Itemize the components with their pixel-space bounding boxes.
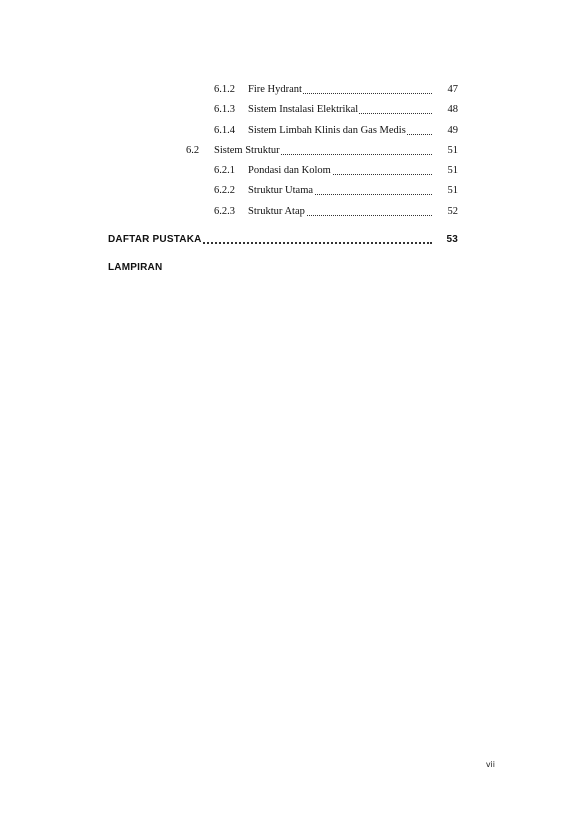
toc-entry-number: 6.1.4 (214, 125, 235, 136)
toc-entry-title: Sistem Limbah Klinis dan Gas Medis (248, 125, 406, 136)
page-number: vii (485, 760, 495, 769)
toc-entry-number: 6.2.3 (214, 206, 235, 217)
toc-entry-title: Struktur Utama (248, 185, 314, 196)
toc-entry-title: Sistem Struktur (214, 145, 280, 156)
toc-entry-daftar-pustaka[interactable] (108, 233, 432, 246)
toc-entry-title-wrap (248, 164, 432, 177)
toc-entry-page: 51 (447, 165, 458, 176)
toc-entry-6-2-2[interactable] (214, 184, 432, 197)
toc-entry-page: 52 (447, 206, 458, 217)
toc-entry-title-wrap (248, 103, 432, 116)
toc-entry-title-wrap (108, 233, 432, 246)
toc-entry-6-1-2[interactable] (214, 83, 432, 96)
toc-entry-title: Sistem Instalasi Elektrikal (248, 104, 359, 115)
toc-entry-number: 6.1.2 (214, 84, 235, 95)
toc-entry-6-2[interactable] (186, 144, 432, 157)
toc-entry-title: LAMPIRAN (108, 262, 163, 273)
toc-entry-6-1-4[interactable] (214, 124, 432, 137)
toc-entry-number: 6.2.2 (214, 185, 235, 196)
toc-entry-number: 6.1.3 (214, 104, 235, 115)
toc-entry-6-2-3[interactable] (214, 205, 432, 218)
toc-entry-title: Pondasi dan Kolom (248, 165, 331, 176)
toc-entry-page: 49 (447, 125, 458, 136)
toc-entry-page: 51 (447, 145, 458, 156)
toc-entry-title-wrap (214, 144, 432, 157)
toc-entry-page: 53 (446, 234, 458, 245)
toc-entry-6-1-3[interactable] (214, 103, 432, 116)
toc-entry-title: DAFTAR PUSTAKA (108, 234, 202, 245)
toc-entry-6-2-1[interactable] (214, 164, 432, 177)
toc-entry-page: 51 (447, 185, 458, 196)
toc-entry-page: 47 (447, 84, 458, 95)
toc-entry-title-wrap (248, 124, 432, 137)
toc-entry-title-wrap (248, 83, 432, 96)
toc-entry-title: Struktur Atap (248, 206, 305, 217)
toc-entry-number: 6.2 (186, 145, 200, 156)
toc-entry-title-wrap (248, 205, 432, 218)
toc-entry-title: Fire Hydrant (248, 84, 302, 95)
toc-entry-number: 6.2.1 (214, 165, 235, 176)
toc-entry-page: 48 (447, 104, 458, 115)
toc-entry-lampiran[interactable] (108, 261, 162, 274)
toc-entry-title-wrap (248, 184, 432, 197)
